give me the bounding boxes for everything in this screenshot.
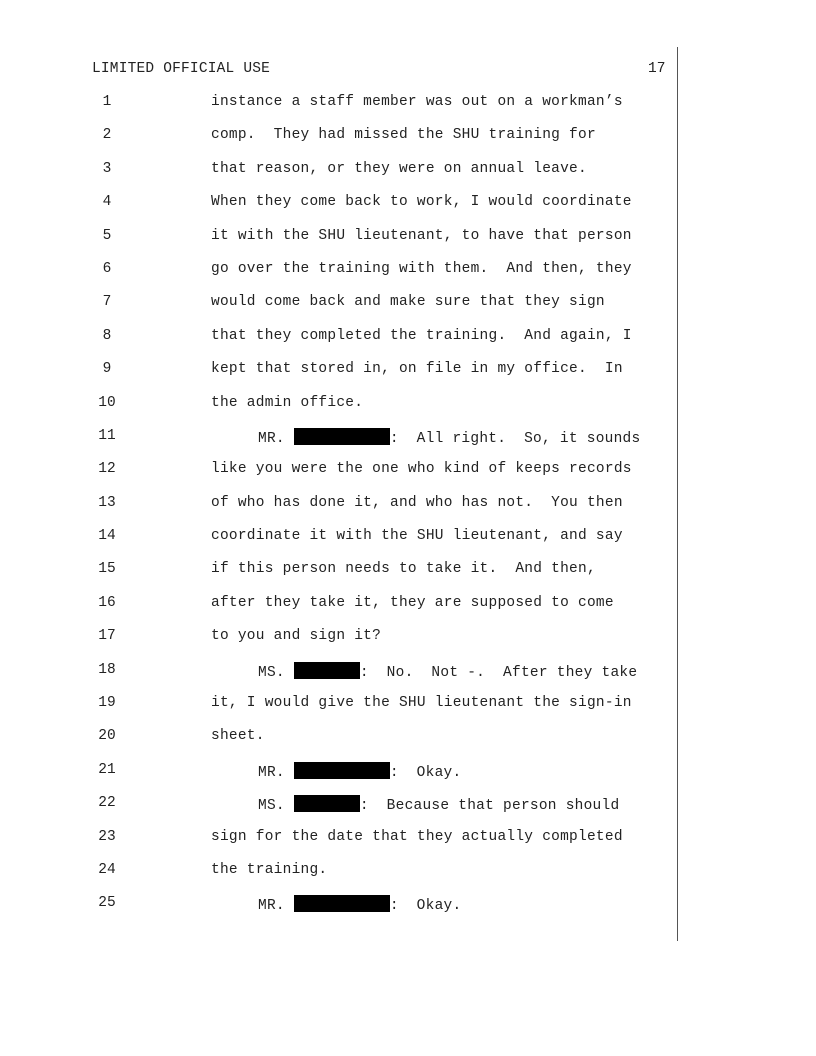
speaker-title: MR. — [258, 764, 294, 781]
line-number: 16 — [98, 594, 116, 611]
line-text: sheet. — [211, 728, 265, 745]
speaker-line — [258, 662, 637, 681]
line-text: : All right. So, it sounds — [389, 430, 641, 447]
line-number: 6 — [102, 260, 112, 277]
transcript-line — [0, 395, 816, 428]
line-text: if this person needs to take it. And then, — [211, 561, 596, 578]
transcript-line — [0, 261, 816, 294]
line-number: 1 — [102, 94, 112, 110]
transcript-line — [0, 795, 816, 828]
line-text: : No. Not -. After they take — [359, 664, 638, 681]
transcript-line — [0, 895, 816, 928]
line-number: 8 — [102, 327, 112, 344]
transcript-line — [0, 829, 816, 862]
line-number: 25 — [98, 895, 116, 912]
line-number: 2 — [102, 127, 112, 144]
transcript-line — [0, 361, 816, 394]
transcript-line — [0, 862, 816, 895]
line-number: 11 — [98, 427, 116, 444]
speaker-line — [258, 895, 461, 914]
transcript-line — [0, 561, 816, 594]
line-text: coordinate it with the SHU lieutenant, and say — [211, 528, 623, 545]
transcript-line — [0, 662, 816, 695]
line-text: comp. They had missed the SHU training for — [211, 127, 596, 144]
line-number: 21 — [98, 761, 116, 778]
line-text: to you and sign it? — [211, 628, 382, 645]
transcript-line — [0, 127, 816, 160]
line-text: after they take it, they are supposed to come — [211, 594, 614, 611]
transcript-line — [0, 294, 816, 327]
line-number: 4 — [102, 194, 112, 211]
page-number: 17 — [648, 61, 666, 77]
line-text: that reason, or they were on annual leave. — [211, 160, 587, 177]
redaction-bar — [294, 795, 360, 812]
line-text: it with the SHU lieutenant, to have that person — [211, 227, 632, 244]
speaker-title: MR. — [258, 898, 294, 915]
line-text: would come back and make sure that they sign — [211, 294, 605, 311]
line-number: 23 — [98, 828, 116, 845]
line-number: 22 — [98, 795, 116, 812]
line-text: : Okay. — [389, 764, 462, 781]
line-number: 15 — [98, 561, 116, 578]
speaker-line — [258, 795, 619, 814]
line-number: 19 — [98, 695, 116, 712]
line-text: sign for the date that they actually completed — [211, 828, 623, 845]
transcript-line — [0, 228, 816, 261]
line-number: 12 — [98, 461, 116, 478]
transcript-line — [0, 428, 816, 461]
line-number: 7 — [102, 294, 112, 311]
transcript-line — [0, 328, 816, 361]
line-text: go over the training with them. And then, they — [211, 260, 632, 277]
transcript-line — [0, 461, 816, 494]
transcript-line — [0, 595, 816, 628]
transcript-body — [0, 94, 816, 929]
line-number: 9 — [102, 361, 112, 378]
transcript-line — [0, 528, 816, 561]
line-text: instance a staff member was out on a workman’s — [211, 94, 623, 110]
line-text: the training. — [211, 861, 328, 878]
line-number: 10 — [98, 394, 116, 411]
line-text: the admin office. — [211, 394, 364, 411]
speaker-line — [258, 762, 461, 781]
line-text: it, I would give the SHU lieutenant the sign-in — [211, 695, 632, 712]
transcript-line — [0, 194, 816, 227]
line-number: 18 — [98, 661, 116, 678]
line-text: kept that stored in, on file in my office. In — [211, 361, 623, 378]
line-number: 20 — [98, 728, 116, 745]
line-number: 3 — [102, 160, 112, 177]
redaction-bar — [294, 895, 390, 912]
line-number: 13 — [98, 494, 116, 511]
transcript-line — [0, 628, 816, 661]
transcript-line — [0, 762, 816, 795]
speaker-title: MS. — [258, 664, 294, 681]
line-text: that they completed the training. And again, I — [211, 327, 632, 344]
line-text: : Okay. — [389, 898, 462, 915]
transcript-line — [0, 161, 816, 194]
speaker-title: MR. — [258, 430, 294, 447]
speaker-title: MS. — [258, 798, 294, 815]
redaction-bar — [294, 428, 390, 445]
line-number: 5 — [102, 227, 112, 244]
classification-header: LIMITED OFFICIAL USE — [92, 61, 271, 77]
transcript-line — [0, 94, 816, 127]
line-number: 14 — [98, 528, 116, 545]
line-text: : Because that person should — [359, 798, 620, 815]
line-text: like you were the one who kind of keeps records — [211, 461, 632, 478]
line-text: When they come back to work, I would coordinate — [211, 194, 632, 211]
transcript-line — [0, 495, 816, 528]
redaction-bar — [294, 762, 390, 779]
line-number: 17 — [98, 628, 116, 645]
speaker-line — [258, 428, 640, 447]
transcript-line — [0, 695, 816, 728]
line-text: of who has done it, and who has not. You then — [211, 494, 623, 511]
transcript-line — [0, 728, 816, 761]
line-number: 24 — [98, 861, 116, 878]
redaction-bar — [294, 662, 360, 679]
